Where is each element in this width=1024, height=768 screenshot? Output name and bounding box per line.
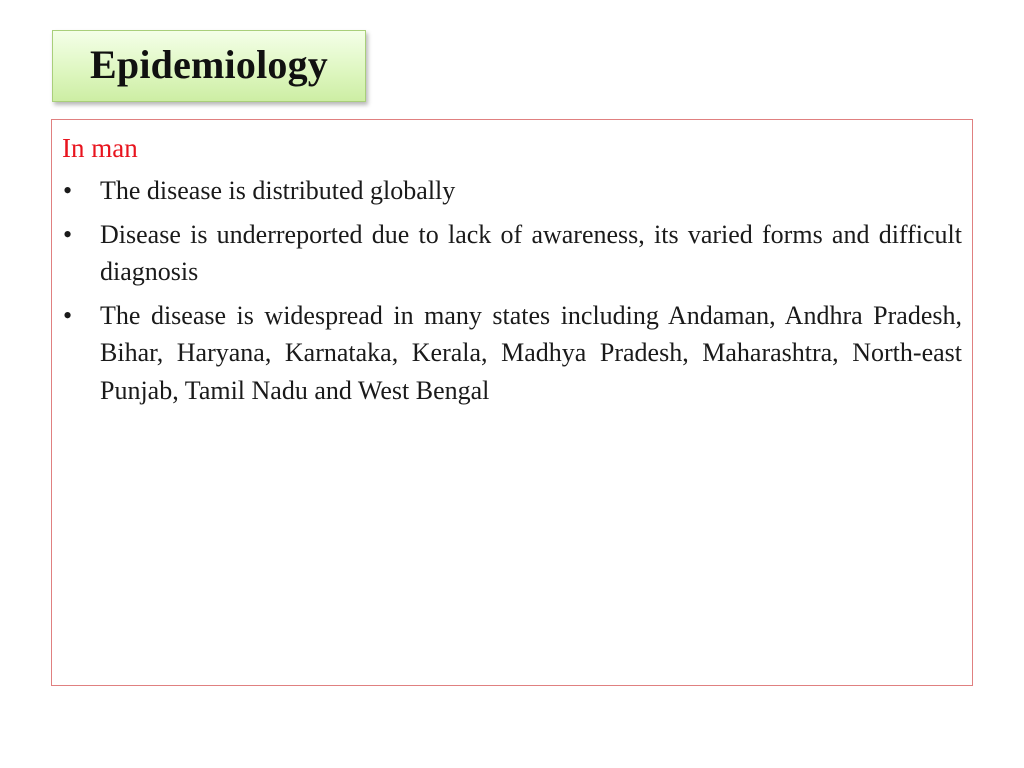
bullet-list [62,172,962,409]
bullet-icon: • [63,176,73,205]
bullet-text: The disease is widespread in many states including Andaman, Andhra Pradesh, Bihar, Haryana, Karnataka, Kerala, Madhya Pradesh, Maharashtra, North-east Punjab, Tamil Nadu and West Bengal [100,300,962,405]
section-heading: In man [62,133,138,163]
title-box [52,30,366,102]
bullet-text: The disease is distributed globally [100,176,456,205]
bullet-item [62,172,962,210]
bullet-icon: • [63,219,73,249]
content-box [51,119,973,686]
bullet-icon: • [63,300,73,330]
bullet-text: Disease is underreported due to lack of awareness, its varied forms and difficult diagnosis [100,219,962,286]
bullet-item [62,216,962,291]
bullet-item [62,297,962,410]
slide-title: Epidemiology [90,42,328,87]
